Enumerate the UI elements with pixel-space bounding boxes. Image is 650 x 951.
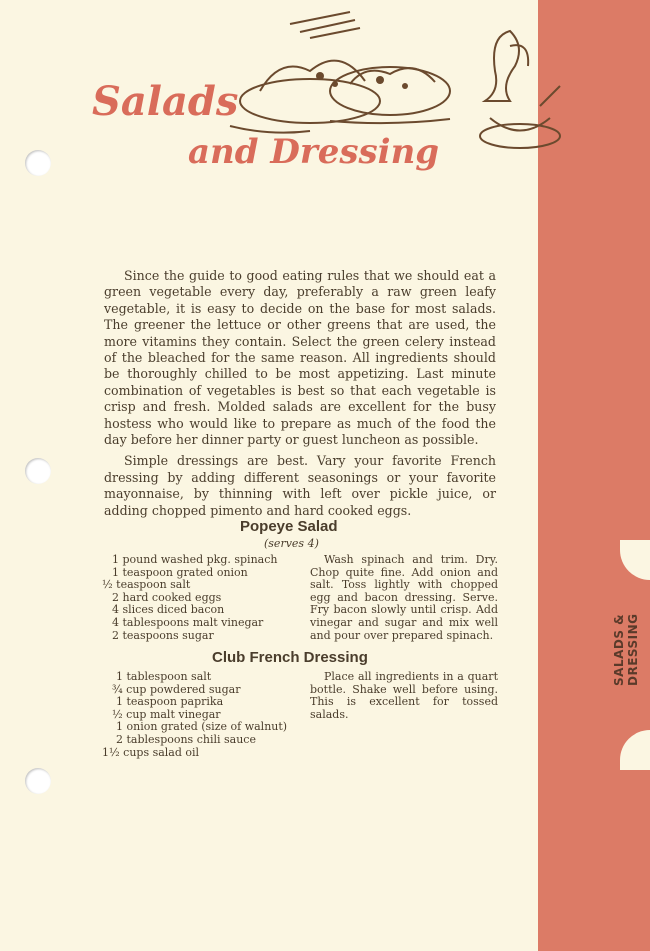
ingredient-item: 1 teaspoon paprika <box>116 695 224 709</box>
recipe-title: Popeye Salad <box>240 518 338 535</box>
binder-hole <box>25 150 51 176</box>
ingredient-item: 1 teaspoon grated onion <box>112 565 248 579</box>
ingredient-item: 1 onion grated (size of walnut) <box>116 720 288 734</box>
recipe-directions: Place all ingredients in a quart bottle. Shake well before using. This is excellent for tossed salads. <box>310 670 498 721</box>
ingredient-item: 2 teaspoons sugar <box>112 628 214 642</box>
ingredient-item: 2 tablespoons chili sauce <box>116 732 256 746</box>
recipe-title: Club French Dressing <box>212 649 368 666</box>
ingredient-item: 4 tablespoons malt vinegar <box>112 615 264 629</box>
ingredient-item: 1 pound washed pkg. spinach <box>112 553 278 566</box>
ingredient-item: ½ cup malt vinegar <box>112 707 221 721</box>
ingredient-item: 1 tablespoon salt <box>116 670 212 683</box>
section-tab-label: SALADS & DRESSING <box>612 613 640 687</box>
ingredient-item: 4 slices diced bacon <box>112 603 225 617</box>
ingredient-list <box>102 671 287 759</box>
recipe-serves: (serves 4) <box>264 537 319 550</box>
recipe-directions: Wash spinach and trim. Dry. Chop quite fine. Add onion and salt. Toss lightly with chopped egg and bacon dressing. Serve. Fry bacon slowly until crisp. Add vinegar and sugar and mix well and pour over prepared spinach. <box>310 553 498 642</box>
ingredient-item: 2 hard cooked eggs <box>112 590 222 604</box>
binder-hole <box>25 768 51 794</box>
intro-paragraph: Since the guide to good eating rules that we should eat a green vegetable every day, preferably a raw green leafy vegetable, it is easy to decide on the base for most salads. The greener the lettuce or other greens that are used, the more vitamins they contain. Select the green celery instead of the bleached for the same reason. All ingredients should be thoroughly chilled to be most appetizing. Last minute combination of vegetables is best so that each vegetable is crisp and fresh. Molded salads are excellent for the busy hostess who would like to prepare as much of the food the day before her dinner party or guest luncheon as possible. <box>104 268 496 448</box>
ingredient-item: ¾ cup powdered sugar <box>112 682 241 696</box>
ingredient-item: ½ teaspoon salt <box>102 578 191 592</box>
binder-hole <box>25 458 51 484</box>
page-title: Salads <box>92 78 239 125</box>
intro-text <box>104 268 496 524</box>
ingredient-item: 1½ cups salad oil <box>102 745 200 759</box>
page-subtitle: and Dressing <box>188 132 440 172</box>
intro-paragraph: Simple dressings are best. Vary your favorite French dressing by adding different seasonings or your favorite mayonnaise, by thinning with left over pickle juice, or adding chopped pimento and hard cooked eggs. <box>104 453 496 518</box>
ingredient-list <box>102 554 277 642</box>
